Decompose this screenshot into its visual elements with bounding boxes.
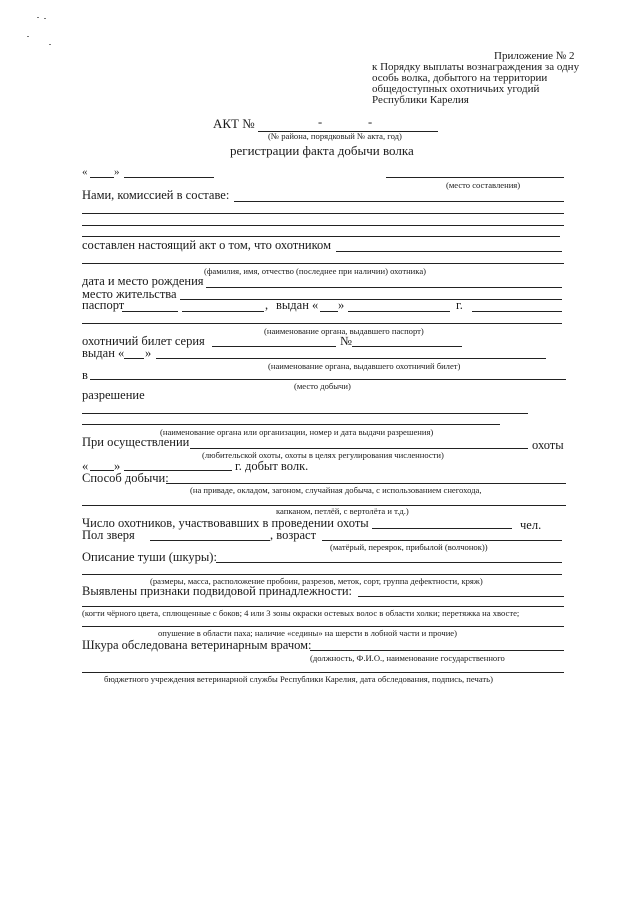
commission-field[interactable] [82,213,564,214]
kill-place-field[interactable] [90,379,566,380]
passport-year-label: г. [456,298,463,312]
hunt-type-field[interactable] [190,448,528,449]
signs-hint: (когти чёрного цвета, сплющенные с боков; 4 или 3 зоны окраски остевых волос в области холки; перетяжка на хвосте; [82,608,520,618]
passport-organ-field[interactable] [82,323,562,324]
passport-quote-close: » [338,298,345,312]
date-day-field[interactable] [90,177,114,178]
ticket-series-field[interactable] [212,346,336,347]
age-label: , возраст [270,528,317,542]
carcass-field[interactable] [82,574,562,575]
ticket-number-field[interactable] [352,346,462,347]
kill-place-hint: (место добычи) [294,381,351,391]
persons-label: чел. [520,518,542,532]
akt-number-hint: (№ района, порядковый № акта, год) [268,131,402,141]
scan-speck [44,18,46,19]
kill-date-open-quote: « [82,459,89,473]
signs-field[interactable] [82,626,564,627]
hunt-label: охоты [532,438,564,452]
permit-hint: (наименование органа или организации, номер и дата выдачи разрешения) [160,427,434,437]
hunter-name-field[interactable] [336,251,562,252]
date-month-field[interactable] [124,177,214,178]
passport-number-field[interactable] [182,311,264,312]
ticket-organ-hint: (наименование органа, выдавшего охотничий билет) [268,361,461,371]
vet-label: Шкура обследована ветеринарным врачом: [82,638,312,652]
birth-field[interactable] [206,287,562,288]
signs-hint: опушение в области паха; наличие «седины» на шерсти в лобной части и прочие) [158,628,457,638]
commission-field[interactable] [82,236,560,237]
scan-speck [37,17,39,18]
method-hint: (на приваде, окладом, загоном, случайная добыча, с использованием снегохода, [190,485,482,495]
hunters-count-label: Число охотников, участвовавших в проведении охоты [82,516,369,530]
place-field[interactable] [386,177,564,178]
date-close-quote: » [114,166,120,178]
kill-date-close-quote: » [114,459,121,473]
commission-field[interactable] [234,201,564,202]
ticket-issued-label: выдан « [82,346,125,360]
signs-label: Выявлены признаки подвидовой принадлежности: [82,584,353,598]
passport-issued-label: выдан « [276,298,319,312]
passport-series-field[interactable] [122,311,178,312]
carcass-label: Описание туши (шкуры): [82,550,217,564]
method-hint: капканом, петлёй, с вертолёта и т.д.) [276,506,409,516]
hunters-count-field[interactable] [372,528,512,529]
passport-month-field[interactable] [348,311,450,312]
akt-dash: - [368,115,373,129]
appendix-line: к Порядку выплаты вознаграждения за одну [372,61,580,73]
kill-year-label: г. добыт волк. [235,459,309,473]
permit-field[interactable] [82,424,500,425]
birth-label: дата и место рождения [82,274,204,288]
carcass-hint: (размеры, масса, расположение пробоин, разрезов, меток, сорт, группа дефектности, кряж) [150,576,483,586]
vet-hint: (должность, Ф.И.О., наименование государственного [310,653,505,663]
appendix-line: Приложение № 2 [494,50,575,62]
vet-hint: бюджетного учреждения ветеринарной службы Республики Карелия, дата обследования, подпись, печать) [104,674,493,684]
ticket-quote-close: » [145,346,152,360]
vet-field[interactable] [310,650,564,651]
date-open-quote: « [82,166,88,178]
carcass-field[interactable] [216,562,562,563]
commission-label: Нами, комиссией в составе: [82,188,230,202]
sex-field[interactable] [150,540,270,541]
passport-comma: , [265,298,269,312]
method-label: Способ добычи: [82,471,169,485]
permit-field[interactable] [82,413,528,414]
scan-speck [27,36,29,37]
signs-field[interactable] [358,596,564,597]
passport-label: паспорт [82,298,125,312]
appendix-line: Республики Карелия [372,94,469,106]
in-label: в [82,368,88,382]
document-title: регистрации факта добычи волка [230,143,414,158]
place-hint: (место составления) [446,180,521,190]
permit-label: разрешение [82,388,145,402]
method-field[interactable] [166,483,566,484]
vet-field[interactable] [82,672,564,673]
residence-label: место жительства [82,287,177,301]
hunt-type-hint: (любительской охоты, охоты в целях регулирования численности) [202,450,444,460]
ticket-number-label: № [340,334,352,348]
passport-organ-hint: (наименование органа, выдавшего паспорт) [264,326,424,336]
passport-extra-field[interactable] [472,311,562,312]
scan-speck [49,44,51,45]
ticket-day-field[interactable] [124,358,144,359]
hunter-name-field[interactable] [82,263,564,264]
during-label: При осуществлении [82,435,190,449]
passport-day-field[interactable] [320,311,338,312]
age-field[interactable] [322,540,562,541]
hunter-name-hint: (фамилия, имя, отчество (последнее при наличии) охотника) [204,266,426,276]
composed-label: составлен настоящий акт о том, что охотником [82,238,331,252]
appendix-line: особь волка, добытого на территории [372,72,548,84]
sex-label: Пол зверя [82,528,135,542]
commission-field[interactable] [82,225,564,226]
signs-field[interactable] [82,606,564,607]
ticket-label: охотничий билет серия [82,334,205,348]
akt-dash: - [318,115,323,129]
age-hint: (матёрый, переярок, прибылой (волчонок)) [330,542,488,552]
residence-field[interactable] [180,299,562,300]
appendix-line: общедоступных охотничьих угодий [372,83,540,95]
ticket-organ-field[interactable] [156,358,546,359]
akt-label: АКТ № [213,116,255,131]
